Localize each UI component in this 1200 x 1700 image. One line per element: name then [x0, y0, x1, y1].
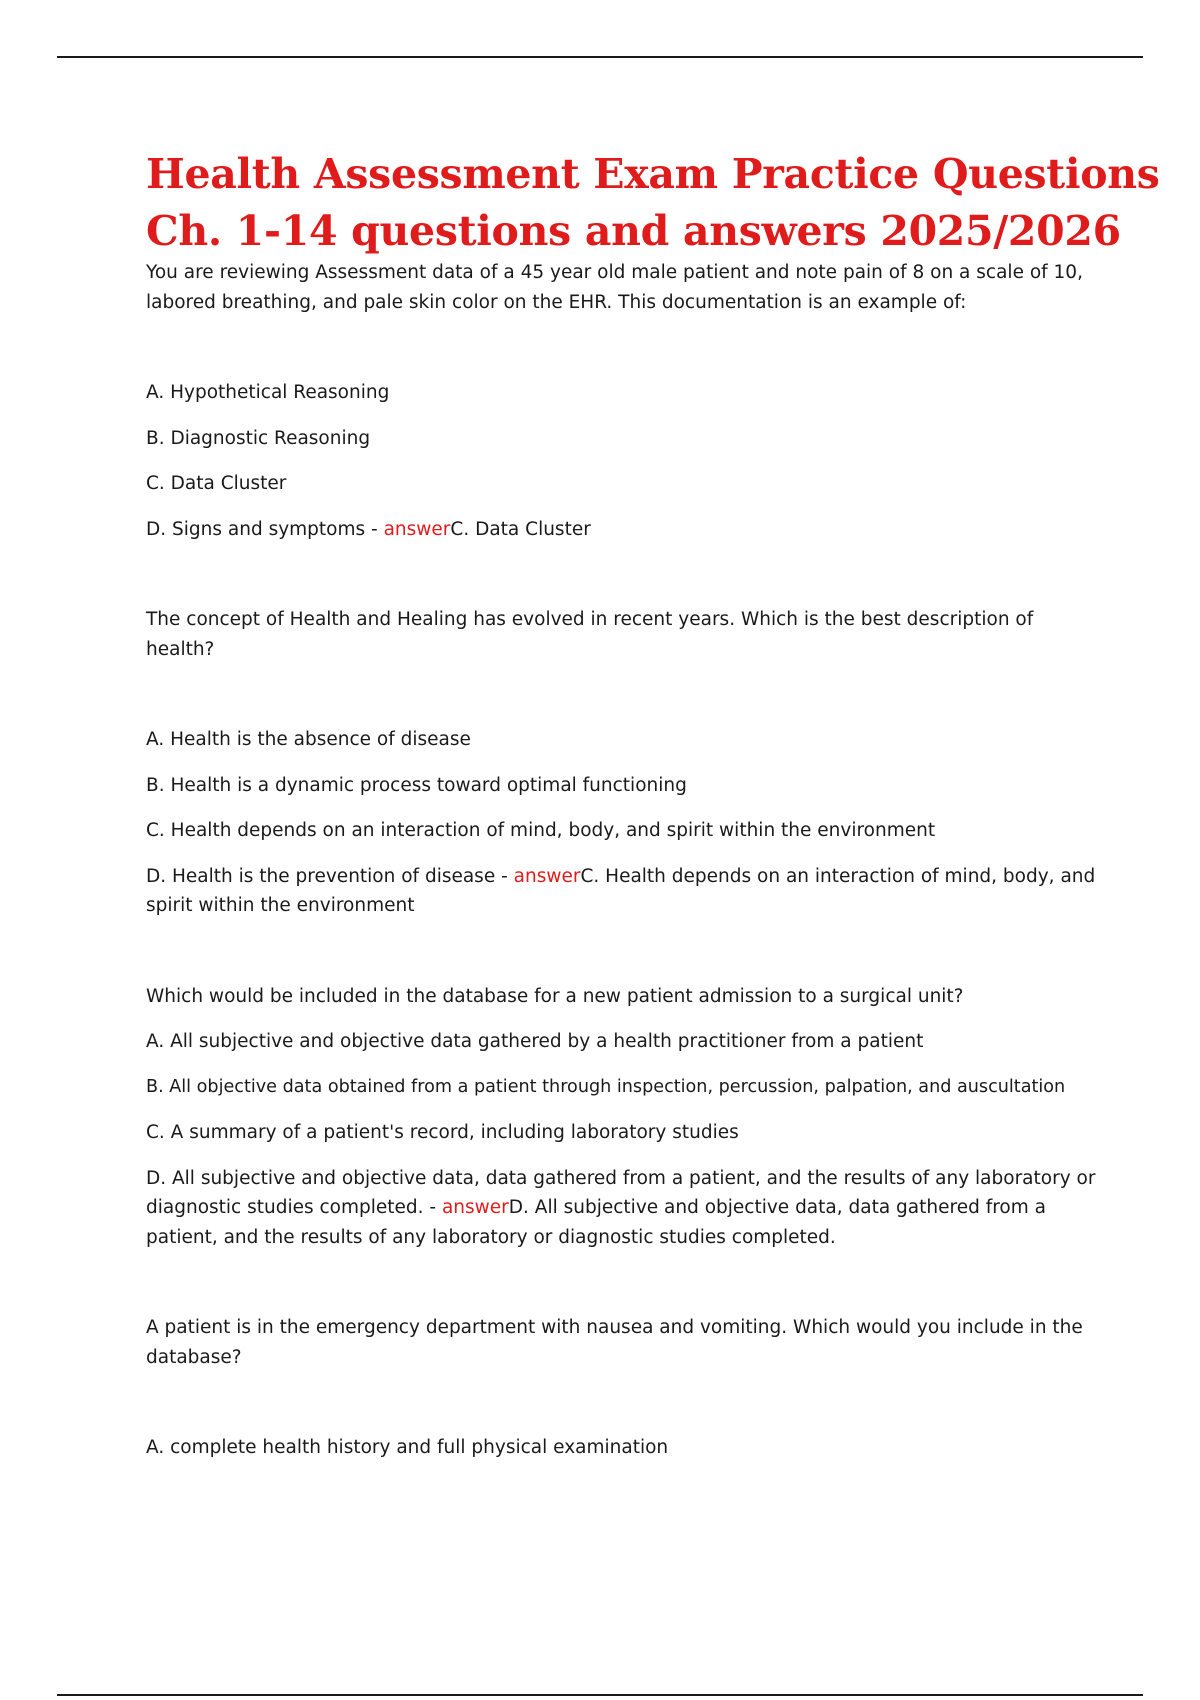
question-option	[146, 515, 1106, 545]
answer-text: C. Data Cluster	[450, 518, 591, 540]
question-option	[146, 1164, 1106, 1253]
bottom-rule	[57, 1694, 1143, 1696]
question-option: A. complete health history and full physical examination	[146, 1437, 669, 1458]
option-text: D. Health is the prevention of disease -	[146, 865, 514, 887]
top-rule	[57, 56, 1143, 58]
question-option: B. Diagnostic Reasoning	[146, 427, 371, 449]
answer-text: C. Health depends on an interaction of mind, body, and spirit within the environment	[146, 865, 1096, 916]
question-stem: Which would be included in the database for a new patient admission to a surgical unit?	[146, 985, 964, 1007]
answer-marker: answer	[513, 865, 581, 887]
answer-marker: answer	[383, 518, 451, 540]
question-stem: You are reviewing Assessment data of a 45 year old male patient and note pain of 8 on a scale of 10, labored breathing, and pale skin color on the EHR. This documentation is an example of:	[146, 262, 1083, 313]
answer-marker: answer	[441, 1197, 509, 1218]
document-title	[146, 146, 1160, 260]
question-option: C. Health depends on an interaction of mind, body, and spirit within the environment	[146, 820, 936, 841]
answer-text: D. All subjective and objective data, data gathered from a patient, and the results of any laboratory or diagnostic studies completed.	[146, 1197, 1046, 1248]
question-option	[146, 862, 1106, 921]
question-option: B. All objective data obtained from a patient through inspection, percussion, palpation, and auscultation	[146, 1076, 1066, 1097]
question-option: C. Data Cluster	[146, 473, 287, 494]
question-option: C. A summary of a patient's record, including laboratory studies	[146, 1122, 739, 1143]
option-text: D. Signs and symptoms -	[146, 518, 384, 540]
question-stem: The concept of Health and Healing has evolved in recent years. Which is the best description of health?	[146, 609, 1034, 660]
question-option: A. All subjective and objective data gathered by a health practitioner from a patient	[146, 1031, 924, 1052]
title-line: Health Assessment Exam Practice Questions	[146, 150, 1160, 198]
question-option: B. Health is a dynamic process toward optimal functioning	[146, 774, 687, 796]
question-option: A. Hypothetical Reasoning	[146, 382, 390, 403]
document-body	[146, 146, 1160, 1463]
question-stem: A patient is in the emergency department with nausea and vomiting. Which would you include in the database?	[146, 1317, 1083, 1368]
option-text: D. All subjective and objective data, data gathered from a patient, and the results of any laboratory or diagnostic studies completed. -	[146, 1167, 1096, 1218]
question-option: A. Health is the absence of disease	[146, 729, 471, 750]
title-line: Ch. 1-14 questions and answers 2025/2026	[146, 207, 1121, 255]
